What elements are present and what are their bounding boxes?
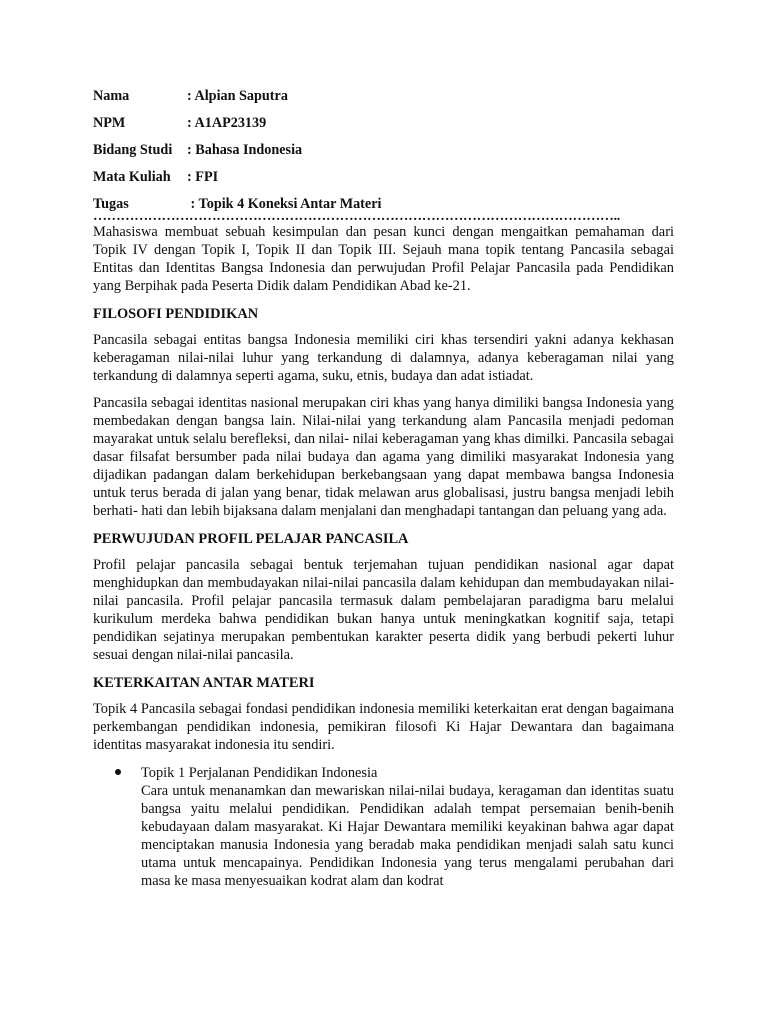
info-label: Bidang Studi [93,142,173,158]
topic-list [93,764,674,890]
info-value: : Topik 4 Koneksi Antar Materi [187,196,382,212]
profil-paragraph-1: Profil pelajar pancasila sebagai bentuk terjemahan tujuan pendidikan nasional agar dapat menghidupkan dan membudayakan nilai-nilai pancasila dalam kehidupan dan membudayakan nilai-nilai pancasila. Profil pelajar pancasila termasuk dalam pembelajaran paradigma baru melalui kurikulum merdeka bahwa pendidikan bukan hanya untuk meningkatkan kognitif saja, tetapi pendidikan sejatinya merupakan pembentukan karakter peserta didik yang berbudi pekerti luhur sesuai dengan nilai-nilai pancasila. [93,557,674,663]
info-row-nama [93,86,674,113]
info-label: Nama [93,88,130,104]
keterkaitan-paragraph-1: Topik 4 Pancasila sebagai fondasi pendidikan indonesia memiliki keterkaitan erat dengan bagaimana perkembangan pendidikan indonesia, pemikiran filosofi Ki Hajar Dewantara dan bagaimana identitas masyarakat indonesia itu sendiri. [93,701,674,753]
filosofi-paragraph-1: Pancasila sebagai entitas bangsa Indonesia memiliki ciri khas tersendiri yakni adanya kekhasan keberagaman nilai-nilai luhur yang terkandung di dalamnya, adanya keberagaman nilai yang terkandung di dalamnya seperti agama, suku, etnis, budaya dan adat istiadat. [93,332,674,384]
bullet-icon [115,769,121,775]
intro-paragraph: Mahasiswa membuat sebuah kesimpulan dan pesan kunci dengan mengaitkan pemahaman dari Topik IV dengan Topik I, Topik II dan Topik III. Sejauh mana topik tentang Pancasila sebagai Entitas dan Identitas Bangsa Indonesia dan perwujudan Profil Pelajar Pancasila pada Pendidikan yang Berpihak pada Peserta Didik dalam Pendidikan Abad ke-21. [93,224,674,294]
info-row-npm [93,113,674,140]
info-row-bidang-studi [93,140,674,167]
list-item [93,764,674,890]
info-row-mata-kuliah [93,167,674,194]
section-heading-filosofi: FILOSOFI PENDIDIKAN [93,306,259,322]
info-label: Tugas [93,196,129,212]
info-value: : Alpian Saputra [187,88,288,104]
dotted-separator: …………………………………………………………………………………………………….. [93,213,621,221]
filosofi-paragraph-2: Pancasila sebagai identitas nasional merupakan ciri khas yang hanya dimiliki bangsa Indonesia yang membedakan dengan bangsa lain. Nilai-nilai yang terkandung alam Pancasila menjadi pedoman mayarakat untuk selalu berefleksi, dan nilai- nilai keberagaman yang khas dimilki. Pancasila sebagai dasar filsafat bersumber pada nilai budaya dan agama yang dimiliki masyarakat Indonesia yang dijadikan padangan dalam berkehidupan berkebangsaan yang dapat membawa bangsa Indonesia untuk terus berada di jalan yang benar, tidak melawan arus globalisasi, justru bangsa menjadi lebih berhati- hati dan lebih bijaksana dalam menjalani dan menghadapi tantangan dan peluang yang ada. [93,395,674,519]
topic-title: Topik 1 Perjalanan Pendidikan Indonesia [141,765,378,781]
info-label: Mata Kuliah [93,169,171,185]
info-label: NPM [93,115,126,131]
student-info [93,86,674,221]
topic-text: Cara untuk menanamkan dan mewariskan nilai-nilai budaya, keragaman dan identitas suatu bangsa yaitu melalui pendidikan. Pendidikan adalah tempat persemaian benih-benih kebudayaan dalam masyarakat. Ki Hajar Dewantara memiliki keyakinan bahwa agar dapat menciptakan manusia Indonesia yang beradab maka pendidikan menjadi salah satu kunci utama untuk mencapainya. Pendidikan Indonesia yang terus mengalami perubahan dari masa ke masa menyesuaikan kodrat alam dan kodrat [141,783,674,889]
info-value: : A1AP23139 [187,115,267,131]
info-value: : Bahasa Indonesia [187,142,303,158]
section-heading-keterkaitan: KETERKAITAN ANTAR MATERI [93,675,315,691]
section-heading-profil: PERWUJUDAN PROFIL PELAJAR PANCASILA [93,531,409,547]
info-value: : FPI [187,169,219,185]
